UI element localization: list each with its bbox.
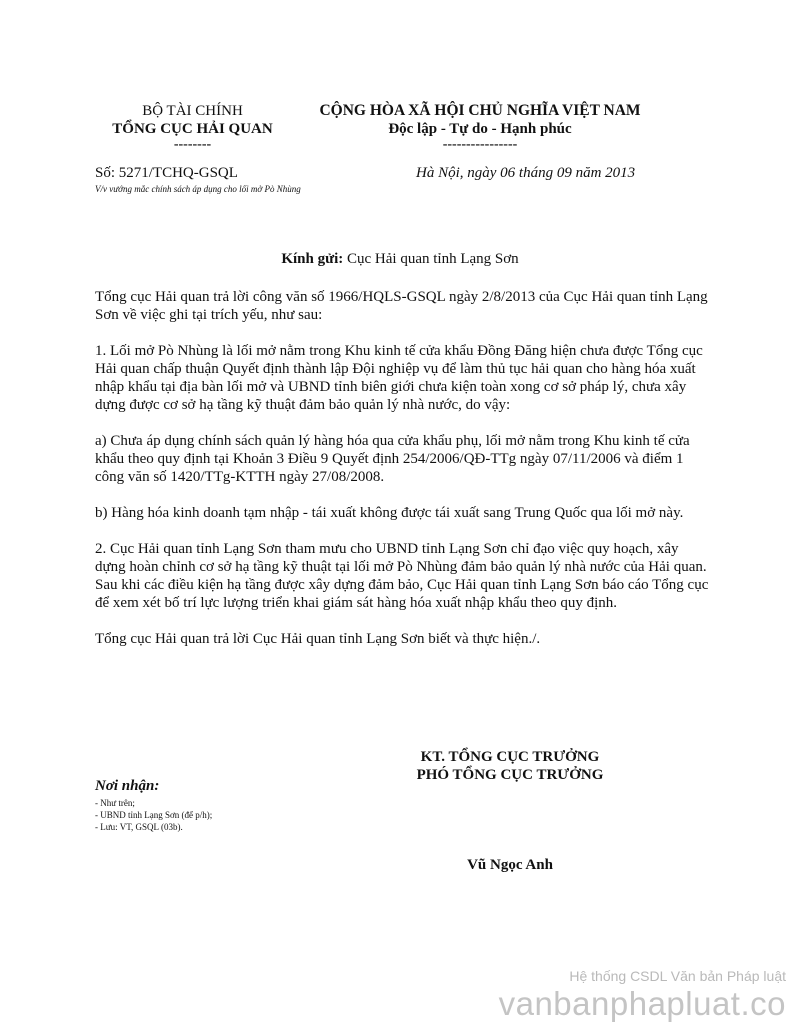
signer-title-1: KT. TỔNG CỤC TRƯỞNG — [420, 749, 600, 765]
document-body — [95, 288, 710, 666]
issuer-header — [95, 102, 290, 152]
body-paragraph: a) Chưa áp dụng chính sách quản lý hàng hóa qua cửa khẩu phụ, lối mở nằm trong Khu kinh tế cửa khẩu theo quy định tại Khoản 3 Điều 9 Quyết định 254/2006/QĐ-TTg ngày 07/11/2006 và điểm 1 công văn số 1420/TTg-KTTH ngày 27/08/2008. — [95, 433, 690, 485]
document-subject: V/v vướng mắc chính sách áp dụng cho lối mở Pò Nhùng — [95, 184, 301, 194]
recipient-item: - Lưu: VT, GSQL (03b). — [95, 822, 183, 832]
recipient-name: Cục Hải quan tỉnh Lạng Sơn — [347, 251, 519, 267]
body-paragraph: Tổng cục Hải quan trả lời công văn số 1966/HQLS-GSQL ngày 2/8/2013 của Cục Hải quan tỉnh Lạng Sơn về việc ghi tại trích yếu, như sau: — [95, 289, 708, 323]
department-name: TỔNG CỤC HẢI QUAN — [112, 121, 273, 137]
recipient-line — [0, 251, 800, 268]
issuer-divider: -------- — [173, 137, 212, 152]
recipients-title: Nơi nhận: — [95, 778, 160, 794]
recipient-item: - UBND tỉnh Lạng Sơn (để p/h); — [95, 810, 213, 820]
signer-name: Vũ Ngọc Anh — [467, 857, 553, 873]
place-and-date: Hà Nội, ngày 06 tháng 09 năm 2013 — [416, 165, 636, 181]
body-paragraph: 2. Cục Hải quan tỉnh Lạng Sơn tham mưu cho UBND tỉnh Lạng Sơn chỉ đạo việc quy hoạch, xây dựng hoàn chỉnh cơ sở hạ tầng kỹ thuật tại lối mở Pò Nhùng đảm bảo quản lý nhà nước của Hải quan. Sau khi các điều kiện hạ tầng được xây dựng đảm bảo, Cục Hải quan tỉnh Lạng Sơn báo cáo Tổng cục để xem xét bố trí lực lượng triển khai giám sát hàng hóa xuất nhập khẩu theo quy định. — [95, 541, 709, 611]
national-motto: Độc lập - Tự do - Hạnh phúc — [388, 121, 572, 137]
signer-title-2: PHÓ TỔNG CỤC TRƯỞNG — [416, 767, 604, 783]
motto-divider: ---------------- — [442, 137, 518, 152]
body-paragraph: b) Hàng hóa kinh doanh tạm nhập - tái xuất không được tái xuất sang Trung Quốc qua lối mở này. — [95, 505, 684, 521]
recipient-item: - Như trên; — [95, 798, 135, 808]
watermark-logo: vanbanphapluat.co — [498, 985, 786, 1022]
document-number: Số: 5271/TCHQ-GSQL — [95, 165, 238, 181]
body-paragraph: Tổng cục Hải quan trả lời Cục Hải quan tỉnh Lạng Sơn biết và thực hiện./. — [95, 631, 541, 647]
watermark-caption: Hệ thống CSDL Văn bản Pháp luật — [569, 968, 786, 984]
signer-block — [380, 748, 640, 784]
recipient-label: Kính gửi: — [281, 251, 344, 267]
recipients-list — [95, 797, 212, 833]
national-header — [300, 102, 660, 152]
ministry-name: BỘ TÀI CHÍNH — [142, 103, 243, 119]
country-name: CỘNG HÒA XÃ HỘI CHỦ NGHĨA VIỆT NAM — [319, 102, 641, 119]
body-paragraph: 1. Lối mở Pò Nhùng là lối mở nằm trong Khu kinh tế cửa khẩu Đồng Đăng hiện chưa được Tổng cục Hải quan chấp thuận Quyết định thành lập Đội nghiệp vụ để làm thủ tục hải quan cho hàng hóa xuất nhập khẩu tại địa bàn lối mở và UBND tỉnh biên giới chưa kiện toàn xong cơ sở pháp lý, chưa xây dựng được cơ sở hạ tầng kỹ thuật đảm bảo quản lý nhà nước, do vậy: — [95, 343, 703, 413]
